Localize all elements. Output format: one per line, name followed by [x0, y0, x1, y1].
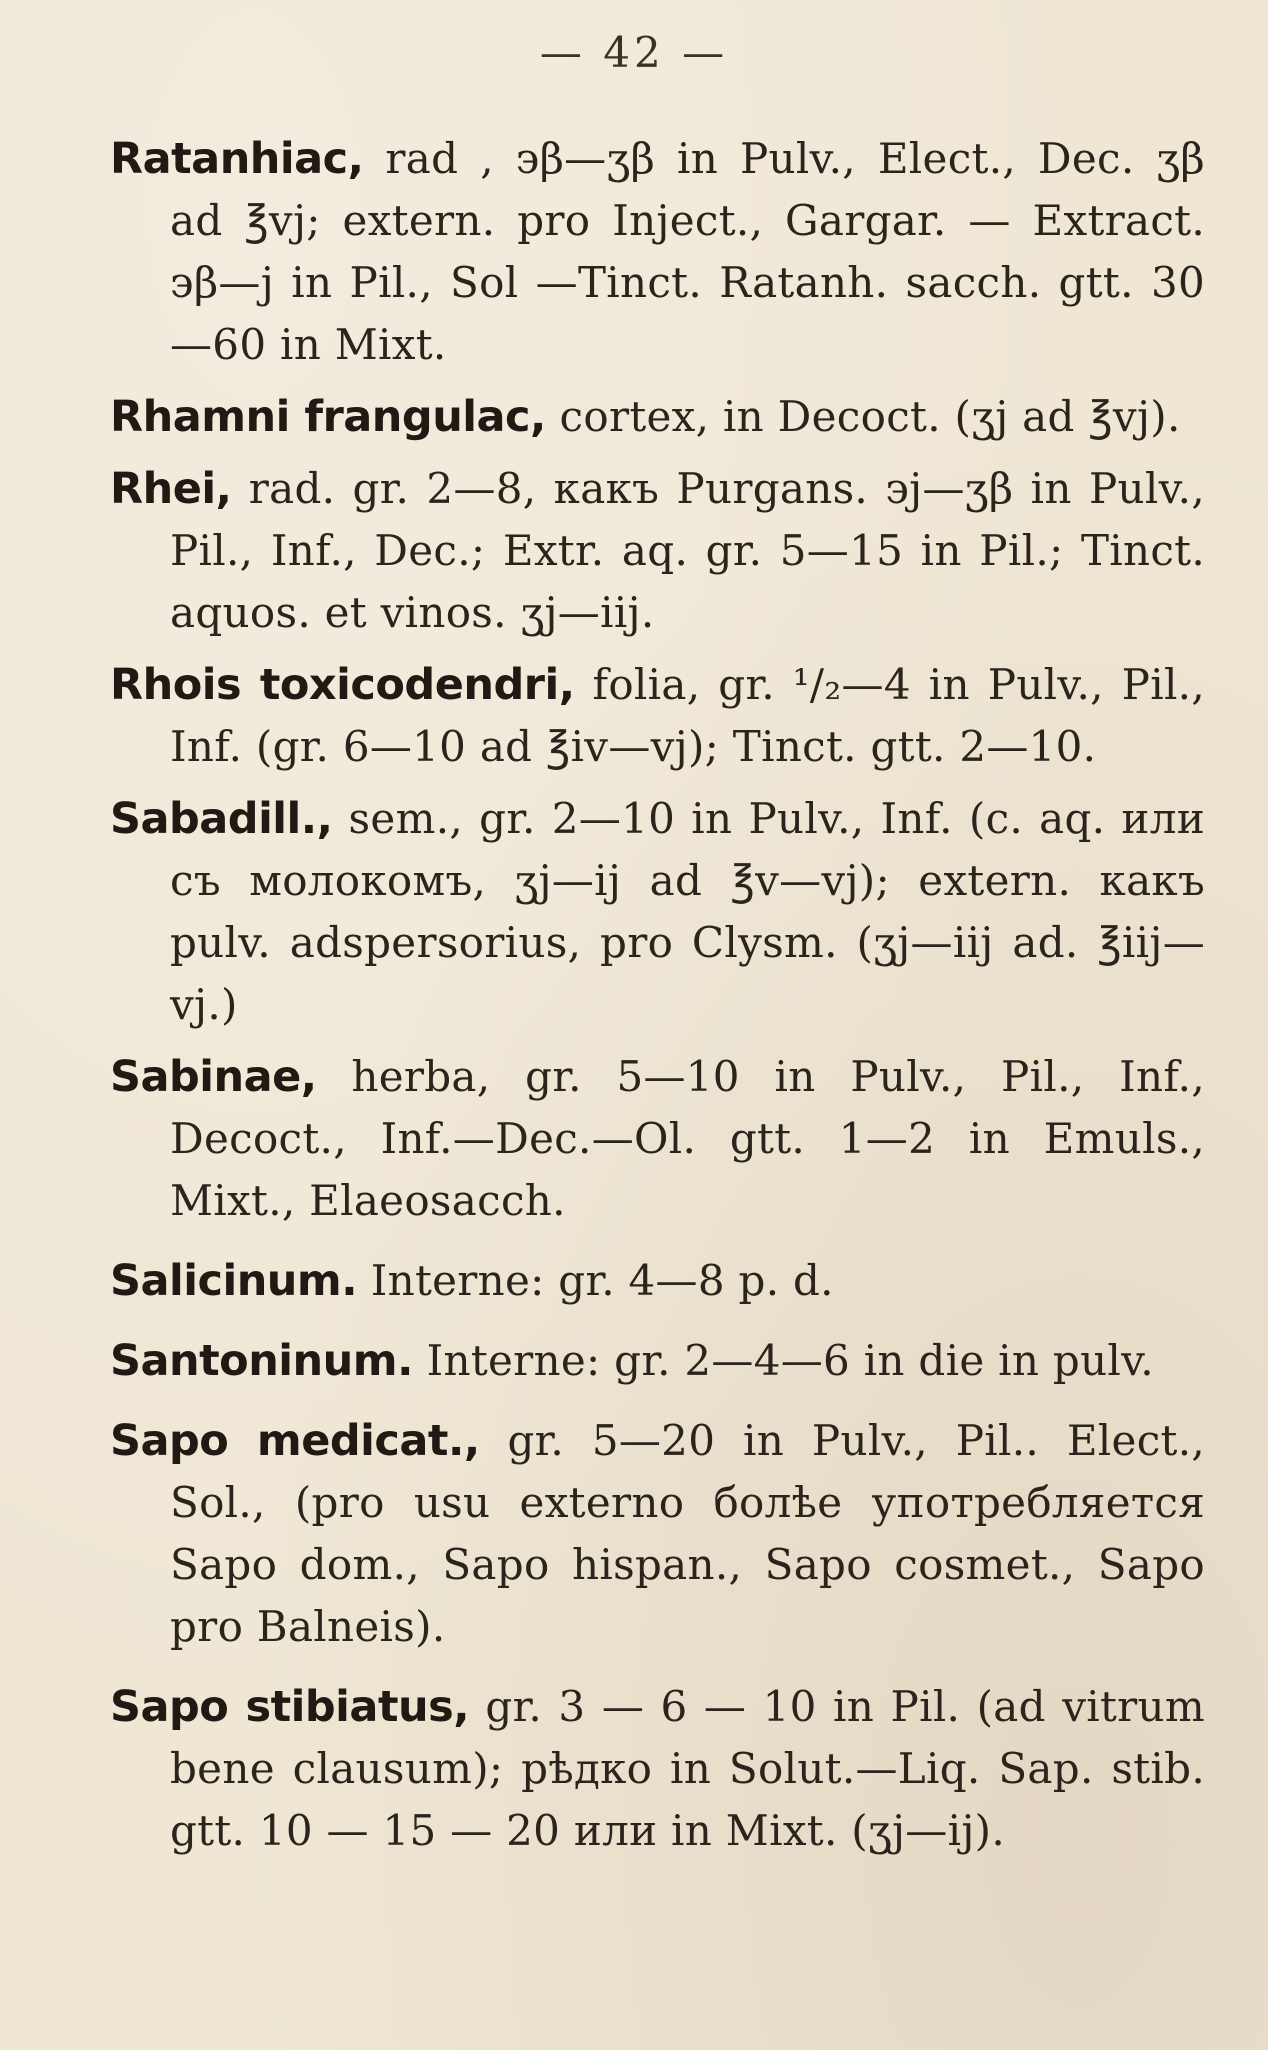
- entry-text: cortex, in Decoct. (ʒj ad ℥vj).: [545, 392, 1181, 441]
- entry-text: rad. gr. 2—8, какъ Purgans. ϶j—ʒβ in Pulv., Pil., Inf., Dec.; Extr. aq. gr. 5—15 in Pil.; Tinct. aquos. et vinos. ʒj—iij.: [170, 464, 1205, 637]
- entry-text: Interne: gr. 2—4—6 in die in pulv.: [412, 1336, 1154, 1385]
- entry-santoninum: [110, 1330, 1205, 1392]
- entry-rhois-toxicodendri: [110, 654, 1205, 778]
- entry-salicinum: [110, 1250, 1205, 1312]
- entry-sapo-stibiatus: [110, 1676, 1205, 1862]
- entry-text: gr. 5—20 in Pulv., Pil.. Elect., Sol., (pro usu externo болѣе употребляется Sapo dom., Sapo hispan., Sapo cosmet., Sapo pro Balneis).: [170, 1416, 1205, 1651]
- entry-sabinae: [110, 1046, 1205, 1232]
- entry-text: gr. 3 — 6 — 10 in Pil. (ad vitrum bene clausum); рѣдко in Solut.—Liq. Sap. stib. gtt. 10 — 15 — 20 или in Mixt. (ʒj—ij).: [170, 1682, 1205, 1855]
- entry-text: folia, gr. ¹/₂—4 in Pulv., Pil., Inf. (gr. 6—10 ad ℥iv—vj); Tinct. gtt. 2—10.: [170, 660, 1205, 771]
- entry-head: Salicinum.: [110, 1256, 358, 1306]
- page-body: [110, 128, 1205, 1872]
- entry-head: Rhamni frangulac,: [110, 392, 546, 442]
- entry-sapo-medicat: [110, 1410, 1205, 1658]
- entry-ratanhiae: [110, 128, 1205, 376]
- entry-head: Ratanhiac,: [110, 134, 364, 184]
- entry-text: herba, gr. 5—10 in Pulv., Pil., Inf., Decoct., Inf.—Dec.—Ol. gtt. 1—2 in Emuls., Mixt., Elaeosacch.: [170, 1052, 1205, 1225]
- entry-rhei: [110, 458, 1205, 644]
- entry-text: rad , ϶β—ʒβ in Pulv., Elect., Dec. ʒβ ad ℥vj; extern. pro Inject., Gargar. — Extract. ϶β—j in Pil., Sol —Tinct. Ratanh. sacch. gtt. 30—60 in Mixt.: [170, 134, 1205, 369]
- entry-head: Santoninum.: [110, 1336, 413, 1386]
- entry-text: Interne: gr. 4—8 p. d.: [357, 1256, 834, 1305]
- entry-head: Sapo stibiatus,: [110, 1682, 470, 1732]
- entry-head: Sabinae,: [110, 1052, 317, 1102]
- entry-head: Rhei,: [110, 464, 232, 514]
- entry-head: Sapo medicat.,: [110, 1416, 480, 1466]
- entry-sabadill: [110, 788, 1205, 1036]
- entry-head: Sabadill.,: [110, 794, 333, 844]
- entry-rhamni-frangulae: [110, 386, 1205, 448]
- entry-head: Rhois toxicodendri,: [110, 660, 575, 710]
- page-number: — 42 —: [539, 28, 729, 77]
- entry-text: sem., gr. 2—10 in Pulv., Inf. (c. aq. или съ молокомъ, ʒj—ij ad ℥v—vj); extern. какъ pulv. adspersorius, pro Clysm. (ʒj—iij ad. ℥iij—vj.): [170, 794, 1205, 1029]
